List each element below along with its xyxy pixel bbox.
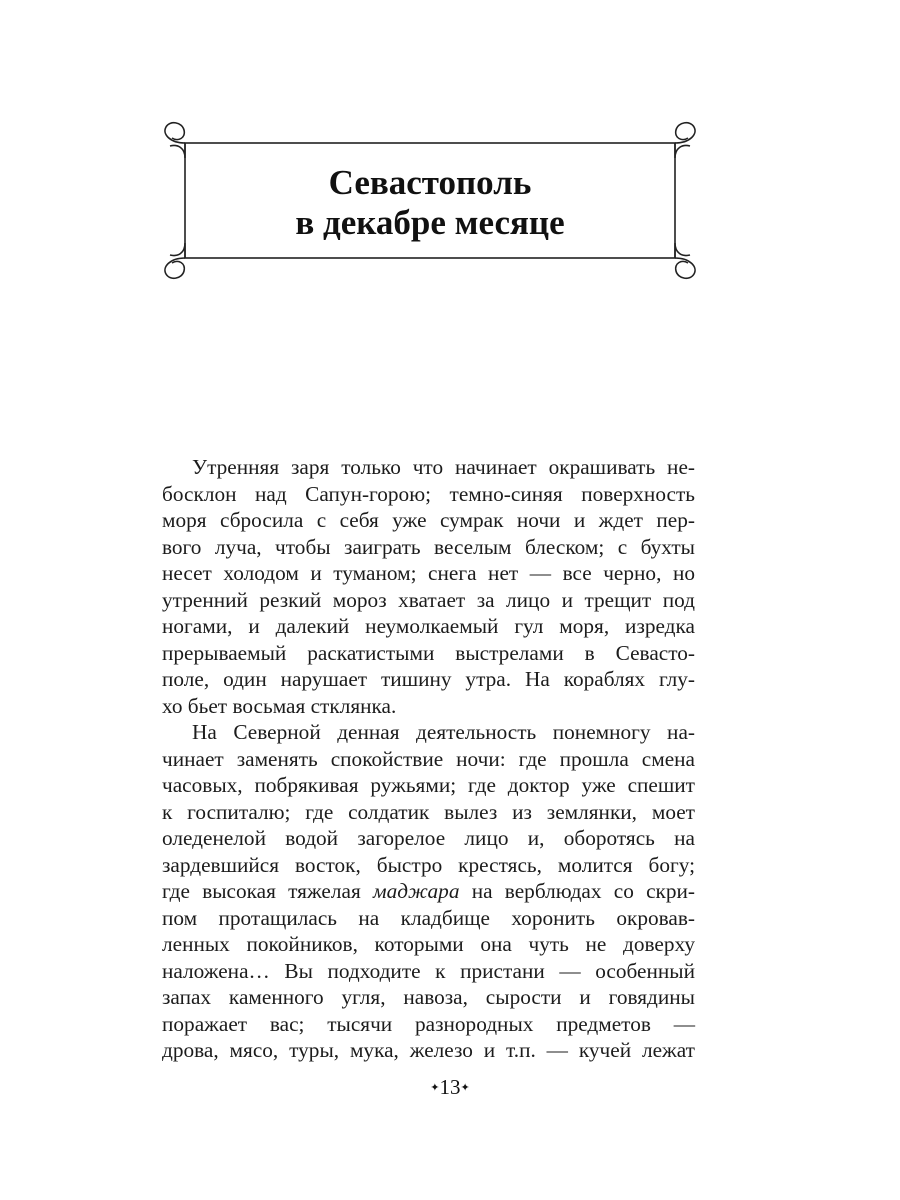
text-line: оледенелой водой загорелое лицо и, оборотясь на: [162, 826, 695, 850]
text-line: утренний резкий мороз хватает за лицо и трещит под: [162, 587, 695, 612]
ornament-left-icon: ✦: [430, 1081, 440, 1094]
text-line: наложена… Вы подходите к пристани — особенный: [162, 958, 695, 983]
page-number: 13: [439, 1075, 461, 1099]
text-line: ногами, и далекий неумолкаемый гул моря, изредка: [162, 614, 695, 638]
chapter-title-line-1: Севастополь: [328, 163, 532, 202]
text-line: босклон над Сапун-горою; темно-синяя поверхность: [162, 481, 695, 506]
text-segment: где высокая тяжелая: [162, 879, 361, 903]
text-line: вого луча, чтобы заиграть веселым блеском; с бухты: [162, 534, 695, 559]
text-line: На Северной денная деятельность понемногу на-: [192, 720, 695, 744]
text-segment: на верблюдах со скри-: [471, 879, 696, 903]
text-line: моря сбросила с себя уже сумрак ночи и ждет пер-: [162, 508, 695, 532]
chapter-title-line-2: в декабре месяце: [295, 203, 565, 242]
chapter-title: [190, 163, 670, 243]
italic-word: маджара: [372, 879, 460, 903]
text-line: ленных покойников, которыми она чуть не доверху: [162, 932, 695, 956]
page-footer: [0, 1075, 900, 1100]
text-line-with-italic: [162, 878, 695, 905]
text-line: часовых, побрякивая ружьями; где доктор уже спешит: [162, 773, 695, 797]
text-line: несет холодом и туманом; снега нет — все черно, но: [162, 561, 695, 585]
text-line: Утренняя заря только что начинает окрашивать не-: [192, 455, 695, 479]
text-line: запах каменного угля, навоза, сырости и говядины: [162, 985, 695, 1009]
text-line: зардевшийся восток, быстро крестясь, молится богу;: [162, 852, 695, 877]
text-line: прерываемый раскатистыми выстрелами в Севасто-: [162, 640, 695, 665]
text-line: чинает заменять спокойствие ночи: где прошла смена: [162, 746, 695, 771]
body-text: [162, 454, 695, 1064]
text-line: хо бьет восьмая стклянка.: [162, 693, 397, 718]
ornament-right-icon: ✦: [460, 1081, 470, 1094]
text-line: поле, один нарушает тишину утра. На кораблях глу-: [162, 667, 695, 691]
text-line: поражает вас; тысячи разнородных предметов —: [162, 1011, 695, 1036]
text-line: дрова, мясо, туры, мука, железо и т.п. — кучей лежат: [162, 1038, 695, 1062]
text-line: пом протащилась на кладбище хоронить окровав-: [162, 905, 695, 930]
text-line: к госпиталю; где солдатик вылез из землянки, моет: [162, 799, 695, 824]
